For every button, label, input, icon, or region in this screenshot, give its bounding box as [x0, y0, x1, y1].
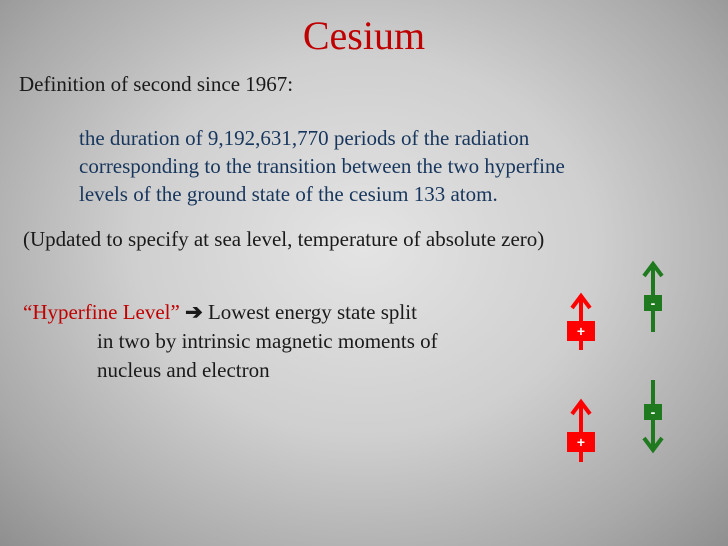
upper-proton-label: +	[576, 323, 586, 339]
slide-title: Cesium	[302, 13, 426, 58]
definition-line-1: the duration of 9,192,631,770 periods of the radiation	[79, 126, 530, 150]
upper-proton-spin	[567, 296, 595, 350]
hyperfine-line-1: Lowest energy state split	[207, 300, 417, 324]
hyperfine-term: “Hyperfine Level”	[23, 300, 180, 324]
upper-electron-spin	[644, 264, 662, 332]
definition-quote	[79, 124, 679, 208]
lower-electron-spin	[644, 380, 662, 450]
update-note: (Updated to specify at sea level, temperature of absolute zero)	[23, 227, 545, 251]
hyperfine-explanation	[23, 298, 543, 385]
right-arrow-icon: ➔	[185, 300, 203, 324]
definition-line-2: corresponding to the transition between the two hyperfine	[79, 154, 565, 178]
lower-electron-label: -	[650, 404, 656, 420]
definition-line-3: levels of the ground state of the cesium 133 atom.	[79, 182, 498, 206]
lower-proton-label: +	[576, 434, 586, 450]
spin-diagram	[540, 250, 680, 470]
definition-intro: Definition of second since 1967:	[19, 72, 294, 96]
lower-proton-spin	[567, 402, 595, 462]
hyperfine-line-3: nucleus and electron	[97, 358, 270, 382]
upper-electron-label: -	[650, 295, 656, 311]
hyperfine-line-2: in two by intrinsic magnetic moments of	[97, 329, 438, 353]
